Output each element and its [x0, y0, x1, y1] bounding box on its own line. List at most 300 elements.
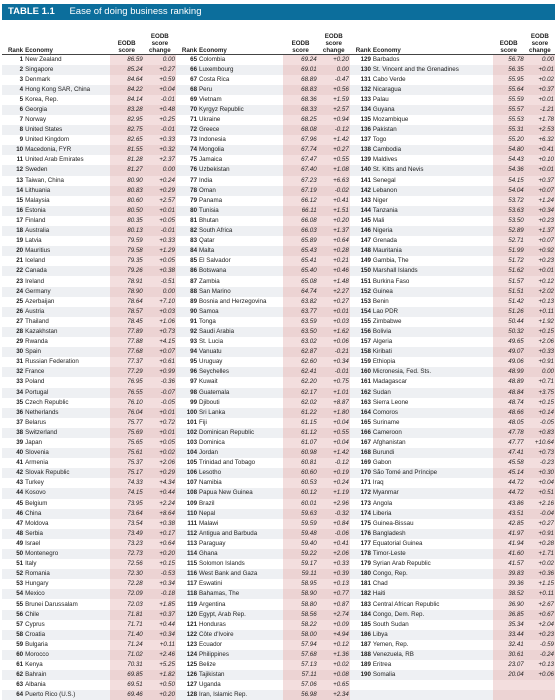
economy-cell: Jamaica	[199, 156, 223, 164]
ranking-table-body	[2, 54, 555, 700]
economy-cell: Romania	[24, 569, 109, 579]
rank-cell: 39	[16, 439, 24, 447]
score-cell: 67.74	[283, 145, 317, 155]
rank-cell: 16	[2, 206, 24, 216]
economy-cell: Netherlands	[24, 408, 109, 418]
score-cell: 48.89	[493, 377, 525, 387]
change-cell: +0.11	[525, 307, 555, 317]
score-cell: 39.83	[493, 569, 525, 579]
score-cell: 73.95	[110, 499, 144, 509]
change-cell: +0.39	[318, 569, 350, 579]
economy-cell: Liberia	[372, 509, 493, 519]
table-row	[2, 367, 555, 377]
table-row	[2, 549, 555, 559]
table-number: TABLE 1.1	[8, 6, 55, 17]
rank-cell: 55	[16, 600, 24, 608]
economy-cell: Burkina Faso	[372, 277, 410, 285]
change-cell: +0.92	[525, 246, 555, 256]
change-cell: +0.24	[318, 478, 350, 488]
economy-cell: Namibia	[199, 479, 222, 487]
rank-cell: 137	[360, 136, 371, 144]
rank-cell: 187	[360, 640, 371, 648]
change-cell: +2.46	[144, 650, 176, 660]
score-cell: 35.34	[493, 620, 525, 630]
change-cell: +0.04	[525, 478, 555, 488]
table-row	[2, 519, 555, 529]
change-cell: +0.64	[144, 539, 176, 549]
change-cell: +0.27	[318, 145, 350, 155]
change-cell: +2.37	[144, 155, 176, 165]
rank-cell: 63	[16, 681, 24, 689]
score-cell: 53.50	[493, 216, 525, 226]
economy-cell: Tanzania	[372, 206, 493, 216]
score-cell: 62.17	[283, 388, 317, 398]
change-cell: +0.34	[144, 579, 176, 589]
score-cell: 84.14	[110, 95, 144, 105]
rank-cell: 105	[186, 459, 198, 467]
rank-cell: 21	[16, 257, 24, 265]
score-cell: 59.63	[283, 509, 317, 519]
change-cell: -0.32	[318, 509, 350, 519]
economy-cell: Vietnam	[199, 95, 222, 103]
change-cell: +2.24	[144, 499, 176, 509]
economy-cell: Vanuatu	[198, 347, 283, 357]
score-cell: 57.11	[283, 670, 317, 680]
rank-cell: 83	[190, 237, 198, 245]
change-cell: +0.02	[525, 75, 555, 85]
change-cell: +0.20	[318, 54, 350, 65]
economy-cell: Greece	[198, 125, 283, 135]
score-cell: 65.41	[283, 256, 317, 266]
score-cell: 76.95	[110, 377, 144, 387]
change-cell: +0.28	[318, 246, 350, 256]
change-cell: +0.23	[525, 256, 555, 266]
economy-cell: Guinea	[372, 287, 493, 297]
score-cell: 84.22	[110, 85, 144, 95]
rank-cell: 165	[360, 418, 371, 426]
economy-cell: Iran, Islamic Rep.	[198, 690, 283, 700]
score-cell: 71.02	[110, 650, 144, 660]
change-cell: +0.02	[144, 448, 176, 458]
rank-cell: 62	[2, 670, 24, 680]
score-cell: 60.81	[283, 458, 317, 468]
score-cell: 50.32	[493, 327, 525, 337]
change-cell: +0.67	[525, 610, 555, 620]
economy-cell: Philippines	[198, 650, 283, 660]
change-cell: +0.21	[318, 256, 350, 266]
score-cell: 67.19	[283, 186, 317, 196]
rank-cell: 167	[360, 439, 371, 447]
change-cell: +1.19	[318, 488, 350, 498]
rank-cell: 68	[176, 85, 198, 95]
score-cell: 62.60	[283, 357, 317, 367]
rank-cell: 159	[360, 358, 371, 366]
economy-cell: Kenya	[25, 661, 43, 669]
economy-cell: Bahamas, The	[198, 589, 283, 599]
change-cell: +2.06	[318, 549, 350, 559]
score-cell: 62.87	[283, 347, 317, 357]
table-row	[2, 125, 555, 135]
economy-cell: Honduras	[199, 620, 226, 628]
table-row	[2, 347, 555, 357]
rank-cell: 139	[360, 156, 371, 164]
economy-cell: Mauritania	[372, 246, 493, 256]
change-cell: +0.34	[525, 206, 555, 216]
score-cell: 42.85	[493, 519, 525, 529]
change-cell: +0.01	[144, 428, 176, 438]
header-change: EODB score change	[148, 32, 171, 54]
score-cell: 65.08	[283, 276, 317, 286]
rank-cell: 111	[187, 519, 198, 527]
score-cell: 76.04	[110, 408, 144, 418]
economy-cell: Bahrain	[24, 670, 109, 680]
rank-cell: 12	[2, 165, 24, 175]
score-cell: 48.05	[493, 418, 525, 428]
economy-cell: Eritrea	[372, 661, 392, 669]
economy-cell: Saudi Arabia	[198, 327, 283, 337]
score-cell: 78.64	[110, 297, 144, 307]
score-cell: 66.12	[283, 196, 317, 206]
rank-cell: 4	[2, 85, 24, 95]
table-row	[2, 357, 555, 367]
change-cell: +2.53	[525, 125, 555, 135]
score-cell: 58.56	[283, 610, 317, 620]
rank-cell: 185	[360, 620, 371, 628]
score-cell: 50.44	[493, 317, 525, 327]
rank-cell: 56	[2, 610, 24, 620]
change-cell: +0.11	[144, 640, 176, 650]
rank-cell: 85	[190, 257, 198, 265]
change-cell: -0.01	[144, 125, 176, 135]
economy-cell: Ghana	[198, 549, 283, 559]
rank-cell: 113	[187, 539, 198, 547]
score-cell: 56.98	[283, 690, 317, 700]
score-cell: 66.08	[283, 216, 317, 226]
economy-cell: Serbia	[24, 529, 109, 539]
table-row	[2, 337, 555, 347]
rank-cell: 184	[350, 610, 372, 620]
ranking-table	[2, 24, 555, 700]
rank-cell: 28	[2, 327, 24, 337]
score-cell: 63.50	[283, 327, 317, 337]
rank-cell: 5	[19, 95, 24, 103]
change-cell: +0.07	[525, 236, 555, 246]
economy-cell: New Zealand	[25, 55, 62, 63]
header-rank: Rank	[181, 46, 198, 54]
economy-cell: Kosovo	[24, 488, 109, 498]
table-row	[2, 155, 555, 165]
score-cell: 77.89	[110, 327, 144, 337]
score-cell: 64.74	[283, 287, 317, 297]
economy-cell: Sri Lanka	[198, 408, 283, 418]
table-row	[2, 630, 555, 640]
economy-cell: Sweden	[24, 165, 109, 175]
rank-cell: 141	[360, 176, 371, 184]
change-cell: +0.30	[525, 468, 555, 478]
score-cell: 41.60	[493, 549, 525, 559]
table-row	[2, 287, 555, 297]
score-cell: 23.07	[493, 660, 525, 670]
header-score: EODB score	[117, 39, 136, 54]
score-cell: 79.59	[110, 236, 144, 246]
table-row	[2, 115, 555, 125]
change-cell: +1.71	[525, 549, 555, 559]
change-cell: -0.36	[144, 377, 176, 387]
economy-cell: Botswana	[198, 266, 283, 276]
score-cell: 68.83	[283, 85, 317, 95]
score-cell: 41.94	[493, 539, 525, 549]
change-cell: +0.32	[144, 145, 176, 155]
score-cell: 68.33	[283, 105, 317, 115]
score-cell: 47.41	[493, 448, 525, 458]
economy-cell: Chile	[24, 610, 109, 620]
score-cell: 61.15	[283, 418, 317, 428]
table-row	[2, 176, 555, 186]
rank-cell: 15	[16, 196, 24, 204]
table-row	[2, 438, 555, 448]
score-cell: 55.53	[493, 115, 525, 125]
table-row	[2, 418, 555, 428]
rank-cell: 6	[2, 105, 24, 115]
rank-cell: 18	[2, 226, 24, 236]
rank-cell: 67	[190, 75, 198, 83]
economy-cell: Papua New Guinea	[198, 488, 283, 498]
change-cell: +0.41	[318, 196, 350, 206]
economy-cell: Venezuela, RB	[372, 650, 493, 660]
economy-cell: Libya	[372, 630, 493, 640]
score-cell: 63.82	[283, 297, 317, 307]
economy-cell: Nigeria	[372, 226, 493, 236]
change-cell: 0.00	[525, 54, 555, 65]
change-cell: +0.38	[144, 519, 176, 529]
score-cell: 82.95	[110, 115, 144, 125]
economy-cell: Mongolia	[198, 145, 283, 155]
header-change: EODB score change	[322, 32, 345, 54]
change-cell: +0.55	[318, 428, 350, 438]
table-row	[2, 95, 555, 105]
rank-cell: 171	[360, 479, 371, 487]
economy-cell: Maldives	[372, 156, 398, 164]
change-cell: +0.84	[318, 519, 350, 529]
change-cell: +1.29	[144, 246, 176, 256]
rank-cell: 98	[176, 388, 198, 398]
rank-cell: 186	[350, 630, 372, 640]
change-cell: 0.00	[144, 54, 176, 65]
economy-cell: Russian Federation	[25, 358, 79, 366]
rank-cell: 33	[16, 378, 24, 386]
score-cell: 72.73	[110, 549, 144, 559]
score-cell: 77.37	[110, 357, 144, 367]
economy-cell: Colombia	[199, 55, 226, 63]
economy-cell: Angola	[372, 499, 393, 507]
economy-cell: Hong Kong SAR, China	[24, 85, 109, 95]
economy-cell: Samoa	[198, 307, 283, 317]
economy-cell: Moldova	[25, 519, 49, 527]
change-cell: +0.13	[525, 297, 555, 307]
economy-cell: Comoros	[372, 408, 493, 418]
rank-cell: 84	[176, 246, 198, 256]
score-cell: 44.72	[493, 488, 525, 498]
rank-cell: 2	[2, 65, 24, 75]
economy-cell: Lao PDR	[372, 307, 493, 317]
table-row	[2, 599, 555, 609]
change-cell: +0.41	[525, 145, 555, 155]
table-row	[2, 206, 555, 216]
rank-cell: 100	[176, 408, 198, 418]
score-cell: 65.43	[283, 246, 317, 256]
change-cell: -0.01	[144, 95, 176, 105]
table-row	[2, 105, 555, 115]
score-cell: 51.51	[493, 287, 525, 297]
change-cell: +0.29	[144, 186, 176, 196]
score-cell: 62.20	[283, 377, 317, 387]
score-cell: 30.61	[493, 650, 525, 660]
score-cell: 75.65	[110, 438, 144, 448]
change-cell: +0.55	[318, 155, 350, 165]
economy-cell: Algeria	[372, 338, 393, 346]
rank-cell: 117	[187, 580, 198, 588]
rank-cell: 43	[16, 479, 24, 487]
score-cell: 69.24	[283, 54, 317, 65]
economy-cell: Tonga	[199, 317, 216, 325]
rank-cell: 148	[350, 246, 372, 256]
rank-cell: 173	[360, 499, 371, 507]
change-cell: +2.74	[318, 610, 350, 620]
rank-cell: 53	[16, 580, 24, 588]
score-cell: 62.02	[283, 398, 317, 408]
rank-cell: 142	[350, 186, 372, 196]
change-cell: +0.02	[525, 559, 555, 569]
economy-cell: Bulgaria	[25, 640, 48, 648]
score-cell: 67.23	[283, 176, 317, 186]
rank-cell: 72	[176, 125, 198, 135]
change-cell: +1.15	[525, 579, 555, 589]
rank-cell: 7	[19, 116, 24, 124]
rank-cell: 59	[16, 640, 24, 648]
economy-cell: Ethiopia	[372, 358, 396, 366]
score-cell: 76.10	[110, 398, 144, 408]
score-cell: 53.72	[493, 196, 525, 206]
score-cell: 80.13	[110, 226, 144, 236]
change-cell: +0.48	[144, 105, 176, 115]
table-row	[2, 186, 555, 196]
table-row	[2, 539, 555, 549]
score-cell: 71.24	[110, 640, 144, 650]
economy-cell: Mexico	[24, 589, 109, 599]
rank-cell: 46	[2, 509, 24, 519]
table-row	[2, 196, 555, 206]
economy-cell: Burundi	[372, 448, 493, 458]
change-cell: +0.73	[144, 327, 176, 337]
score-cell: 67.96	[283, 135, 317, 145]
score-cell: 49.65	[493, 337, 525, 347]
table-row	[2, 65, 555, 75]
rank-cell: 31	[16, 358, 24, 366]
score-cell: 60.53	[283, 478, 317, 488]
economy-cell: Denmark	[25, 75, 51, 83]
change-cell: +0.46	[318, 266, 350, 276]
change-cell: +0.01	[144, 408, 176, 418]
header-rank: Rank	[355, 46, 371, 54]
rank-cell: 29	[16, 338, 24, 346]
change-cell: +0.27	[144, 65, 176, 75]
economy-cell: Uganda	[199, 681, 221, 689]
score-cell: 57.06	[283, 680, 317, 690]
change-cell: +0.01	[525, 95, 555, 105]
economy-cell: Malta	[198, 246, 283, 256]
score-cell: 54.80	[493, 145, 525, 155]
economy-cell: Poland	[25, 378, 45, 386]
rank-cell: 50	[2, 549, 24, 559]
change-cell: +0.33	[144, 135, 176, 145]
rank-cell: 11	[16, 156, 24, 164]
change-cell: +0.01	[318, 307, 350, 317]
economy-cell: Mauritius	[24, 246, 109, 256]
rank-cell: 26	[2, 307, 24, 317]
economy-cell: Fiji	[199, 418, 207, 426]
score-cell: 58.22	[283, 620, 317, 630]
score-cell: 49.06	[493, 357, 525, 367]
economy-cell: Mozambique	[372, 116, 409, 124]
rank-cell: 69	[190, 95, 198, 103]
rank-cell: 8	[2, 125, 24, 135]
rank-cell: 123	[186, 640, 198, 648]
score-cell: 65.89	[283, 236, 317, 246]
score-cell: 58.90	[283, 589, 317, 599]
rank-cell: 49	[16, 539, 24, 547]
score-cell: 60.60	[283, 468, 317, 478]
score-cell: 73.54	[110, 519, 144, 529]
rank-cell: 24	[2, 287, 24, 297]
rank-cell: 150	[350, 266, 372, 276]
score-cell: 81.28	[110, 155, 144, 165]
rank-cell: 177	[360, 539, 371, 547]
score-cell: 41.57	[493, 559, 525, 569]
rank-cell: 94	[176, 347, 198, 357]
change-cell: +7.10	[144, 297, 176, 307]
rank-cell: 30	[2, 347, 24, 357]
score-cell: 55.31	[493, 125, 525, 135]
score-cell: 69.01	[283, 65, 317, 75]
rank-cell: 99	[190, 398, 198, 406]
score-cell: 41.97	[493, 529, 525, 539]
rank-cell: 70	[176, 105, 198, 115]
table-row	[2, 468, 555, 478]
economy-cell: Central African Republic	[372, 600, 440, 608]
score-cell: 67.47	[283, 155, 317, 165]
score-cell: 79.35	[110, 256, 144, 266]
table-row	[2, 640, 555, 650]
score-cell: 59.22	[283, 549, 317, 559]
rank-cell: 169	[360, 459, 371, 467]
rank-cell: 151	[360, 277, 371, 285]
rank-cell: 107	[186, 479, 198, 487]
change-cell: +0.61	[144, 357, 176, 367]
change-cell: +1.51	[318, 206, 350, 216]
rank-cell: 44	[2, 488, 24, 498]
economy-cell: Belgium	[25, 499, 48, 507]
economy-cell: Oman	[198, 186, 283, 196]
score-cell: 49.07	[493, 347, 525, 357]
change-cell: +0.99	[144, 367, 176, 377]
table-row	[2, 509, 555, 519]
economy-cell: Bhutan	[199, 216, 219, 224]
change-cell: +0.04	[318, 438, 350, 448]
economy-cell: São Tomé and Príncipe	[372, 468, 493, 478]
economy-cell: Yemen, Rep.	[372, 640, 409, 648]
rank-cell: 190	[350, 670, 372, 680]
change-cell: +0.05	[144, 216, 176, 226]
